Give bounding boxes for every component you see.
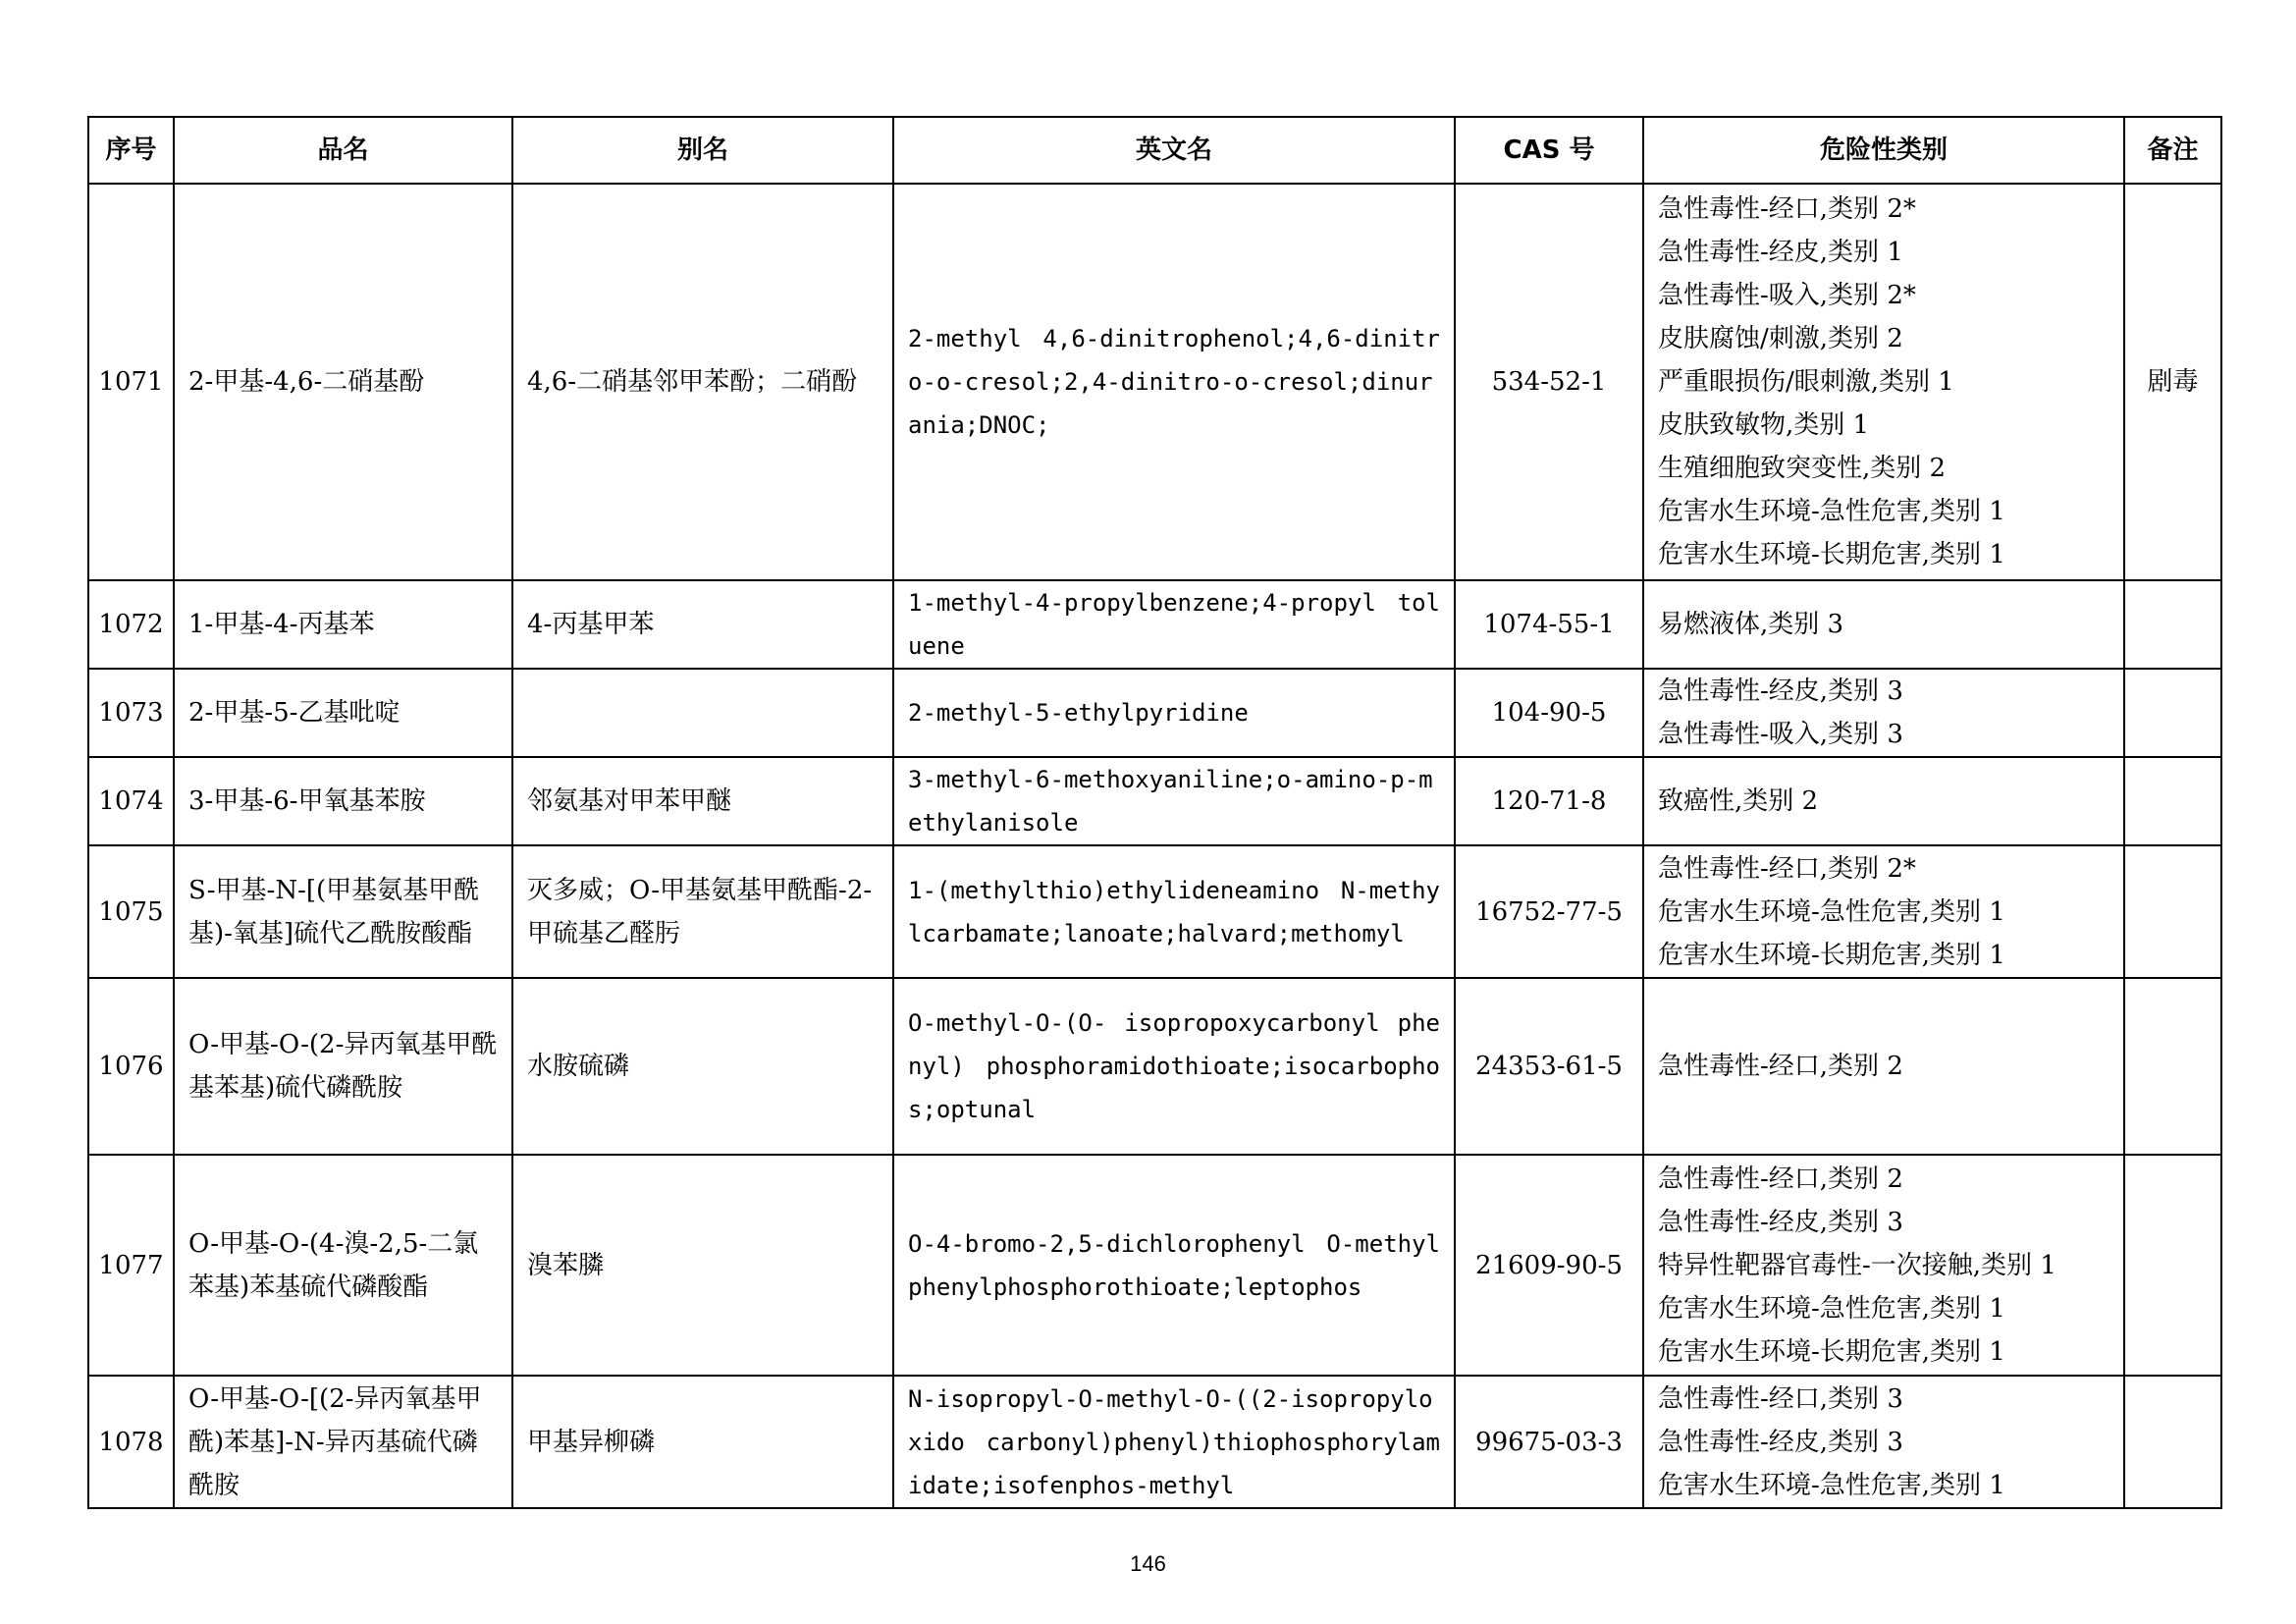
hazard-item: 危害水生环境-长期危害,类别 1: [1658, 940, 2005, 970]
cell-product-name: O-甲基-O-(4-溴-2,5-二氯苯基)苯基硫代磷酸酯: [174, 1155, 512, 1376]
cell-alias: 4,6-二硝基邻甲苯酚；二硝酚: [512, 184, 893, 580]
hazard-item: 急性毒性-经口,类别 2: [1658, 1164, 1903, 1194]
cell-cas-number: 21609-90-5: [1455, 1155, 1643, 1376]
table-row: [88, 978, 2221, 1155]
hazard-item: 皮肤致敏物,类别 1: [1658, 410, 1870, 440]
cell-product-name: S-甲基-N-[(甲基氨基甲酰基)-氧基]硫代乙酰胺酸酯: [174, 845, 512, 978]
cell-cas-number: 104-90-5: [1455, 669, 1643, 757]
cell-english-name: 1-methyl-4-propylbenzene;4-propyl toluene: [893, 580, 1455, 669]
cell-remarks: 剧毒: [2124, 184, 2221, 580]
cell-product-name: 1-甲基-4-丙基苯: [174, 580, 512, 669]
table-row: [88, 1376, 2221, 1508]
cell-cas-number: 16752-77-5: [1455, 845, 1643, 978]
cell-remarks: [2124, 1376, 2221, 1508]
header-remarks: 备注: [2124, 117, 2221, 184]
hazard-item: 急性毒性-经皮,类别 1: [1658, 238, 1903, 267]
cell-alias: 甲基异柳磷: [512, 1376, 893, 1508]
hazard-item: 急性毒性-经皮,类别 3: [1658, 1207, 1903, 1237]
cell-product-name: O-甲基-O-[(2-异丙氧基甲酰)苯基]-N-异丙基硫代磷酰胺: [174, 1376, 512, 1508]
hazard-item: 危害水生环境-急性危害,类别 1: [1658, 497, 2005, 526]
cell-alias: 水胺硫磷: [512, 978, 893, 1155]
hazard-item: 急性毒性-经口,类别 3: [1658, 1383, 1903, 1414]
header-product-name: 品名: [174, 117, 512, 184]
cell-remarks: [2124, 978, 2221, 1155]
hazard-item: 严重眼损伤/眼刺激,类别 1: [1658, 367, 1954, 397]
table-row: [88, 580, 2221, 669]
hazard-item: 危害水生环境-长期危害,类别 1: [1658, 540, 2005, 569]
hazard-item: 生殖细胞致突变性,类别 2: [1658, 454, 1947, 483]
table-row: [88, 1155, 2221, 1376]
hazard-item: 皮肤腐蚀/刺激,类别 2: [1658, 324, 1903, 353]
cell-remarks: [2124, 757, 2221, 845]
header-cas-number: CAS 号: [1455, 117, 1643, 184]
header-alias: 别名: [512, 117, 893, 184]
hazard-item: 易燃液体,类别 3: [1658, 610, 1844, 639]
header-hazard-category: 危险性类别: [1643, 117, 2124, 184]
cell-hazard-category: [1643, 757, 2124, 845]
cell-serial-no: 1078: [88, 1376, 174, 1508]
cell-product-name: 3-甲基-6-甲氧基苯胺: [174, 757, 512, 845]
cell-hazard-category: [1643, 580, 2124, 669]
hazard-item: 急性毒性-经口,类别 2*: [1658, 853, 1916, 884]
hazard-item: 危害水生环境-急性危害,类别 1: [1658, 1293, 2005, 1324]
cell-product-name: O-甲基-O-(2-异丙氧基甲酰基苯基)硫代磷酰胺: [174, 978, 512, 1155]
hazard-item: 急性毒性-吸入,类别 3: [1658, 720, 1903, 749]
header-serial-no: 序号: [88, 117, 174, 184]
cell-remarks: [2124, 1155, 2221, 1376]
cell-english-name: O-methyl-O-(O- isopropoxycarbonyl phenyl) phosphoramidothioate;isocarbophos;optunal: [893, 978, 1455, 1155]
cell-english-name: N-isopropyl-O-methyl-O-((2-isopropyloxido carbonyl)phenyl)thiophosphorylamidate;isofenphos-methyl: [893, 1376, 1455, 1508]
cell-english-name: 1-(methylthio)ethylideneamino N-methylcarbamate;lanoate;halvard;methomyl: [893, 845, 1455, 978]
cell-hazard-category: [1643, 978, 2124, 1155]
cell-english-name: 3-methyl-6-methoxyaniline;o-amino-p-methylanisole: [893, 757, 1455, 845]
cell-alias: 4-丙基甲苯: [512, 580, 893, 669]
cell-hazard-category: [1643, 845, 2124, 978]
cell-serial-no: 1074: [88, 757, 174, 845]
cell-english-name: 2-methyl 4,6-dinitrophenol;4,6-dinitro-o-cresol;2,4-dinitro-o-cresol;dinurania;DNOC;: [893, 184, 1455, 580]
cell-hazard-category: [1643, 669, 2124, 757]
cell-serial-no: 1073: [88, 669, 174, 757]
cell-hazard-category: [1643, 1376, 2124, 1508]
cell-cas-number: 1074-55-1: [1455, 580, 1643, 669]
cell-product-name: 2-甲基-5-乙基吡啶: [174, 669, 512, 757]
cell-product-name: 2-甲基-4,6-二硝基酚: [174, 184, 512, 580]
hazard-item: 急性毒性-经皮,类别 3: [1658, 677, 1903, 706]
table-header-row: [88, 117, 2221, 184]
cell-remarks: [2124, 580, 2221, 669]
page-number: 146: [1130, 1551, 1166, 1576]
hazard-item: 危害水生环境-急性危害,类别 1: [1658, 896, 2005, 927]
table-body: [88, 184, 2221, 1508]
cell-cas-number: 534-52-1: [1455, 184, 1643, 580]
hazard-item: 急性毒性-经口,类别 2*: [1658, 194, 1916, 224]
hazard-item: 致癌性,类别 2: [1658, 786, 1819, 816]
cell-hazard-category: [1643, 1155, 2124, 1376]
cell-english-name: O-4-bromo-2,5-dichlorophenyl O-methyl phenylphosphorothioate;leptophos: [893, 1155, 1455, 1376]
hazard-item: 急性毒性-经皮,类别 3: [1658, 1427, 1903, 1457]
cell-hazard-category: [1643, 184, 2124, 580]
cell-alias: 溴苯膦: [512, 1155, 893, 1376]
cell-cas-number: 99675-03-3: [1455, 1376, 1643, 1508]
cell-serial-no: 1075: [88, 845, 174, 978]
hazard-item: 危害水生环境-长期危害,类别 1: [1658, 1336, 2005, 1367]
cell-remarks: [2124, 845, 2221, 978]
hazard-item: 急性毒性-经口,类别 2: [1658, 1052, 1903, 1081]
hazard-item: 特异性靶器官毒性-一次接触,类别 1: [1658, 1250, 2056, 1280]
table-row: [88, 184, 2221, 580]
hazard-item: 危害水生环境-急性危害,类别 1: [1658, 1470, 2005, 1500]
cell-alias: [512, 669, 893, 757]
cell-serial-no: 1071: [88, 184, 174, 580]
cell-cas-number: 24353-61-5: [1455, 978, 1643, 1155]
hazardous-chemicals-table: [87, 116, 2222, 1509]
hazard-item: 急性毒性-吸入,类别 2*: [1658, 281, 1916, 310]
header-english-name: 英文名: [893, 117, 1455, 184]
cell-remarks: [2124, 669, 2221, 757]
cell-english-name: 2-methyl-5-ethylpyridine: [893, 669, 1455, 757]
cell-serial-no: 1076: [88, 978, 174, 1155]
cell-cas-number: 120-71-8: [1455, 757, 1643, 845]
table-row: [88, 845, 2221, 978]
cell-serial-no: 1072: [88, 580, 174, 669]
table-row: [88, 757, 2221, 845]
cell-serial-no: 1077: [88, 1155, 174, 1376]
table-row: [88, 669, 2221, 757]
cell-alias: 邻氨基对甲苯甲醚: [512, 757, 893, 845]
cell-alias: 灭多威；O-甲基氨基甲酰酯-2-甲硫基乙醛肟: [512, 845, 893, 978]
